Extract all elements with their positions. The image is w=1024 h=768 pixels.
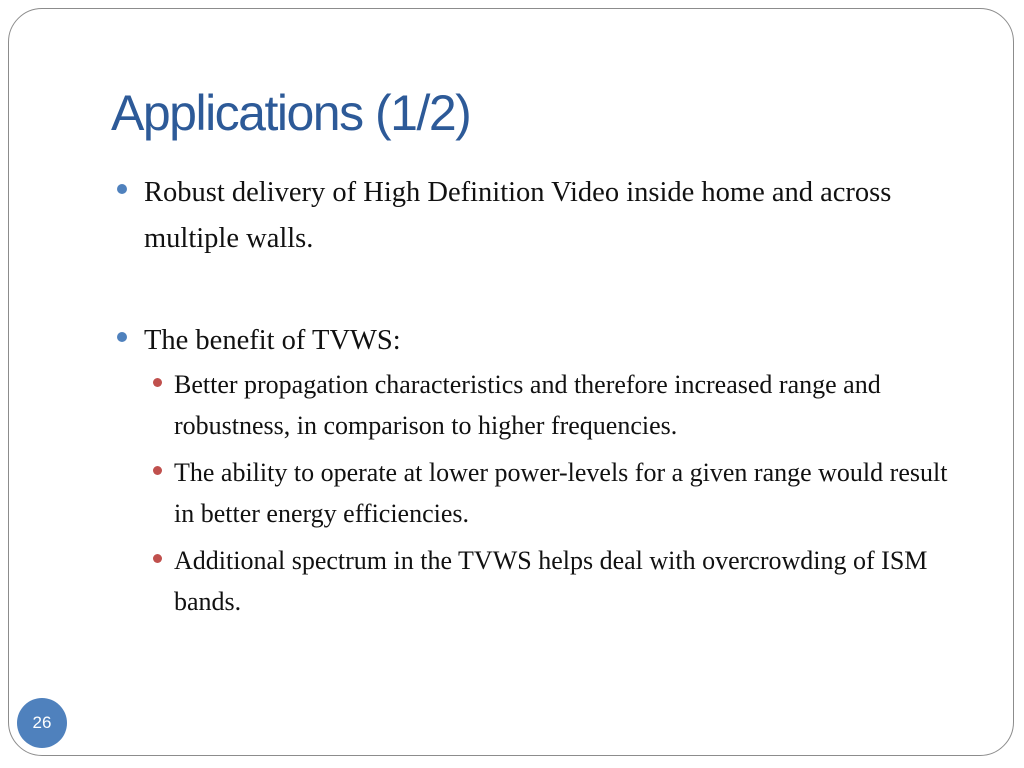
sub-bullet-dot-icon (153, 466, 162, 475)
bullet-item (112, 318, 972, 364)
sub-bullet-text: Additional spectrum in the TVWS helps deal with overcrowding of ISM bands. (174, 546, 928, 616)
bullet-dot-icon (117, 332, 127, 342)
bullet-dot-icon (117, 184, 127, 194)
slide-title: Applications (1/2) (111, 85, 471, 141)
sub-bullet-item (112, 540, 972, 622)
sub-bullet-item (112, 452, 972, 534)
sub-bullet-text: Better propagation characteristics and therefore increased range and robustness, in comparison to higher frequencies. (174, 370, 881, 440)
bullet-item (112, 170, 972, 262)
sub-bullet-item (112, 364, 972, 446)
bullet-text: The benefit of TVWS: (144, 325, 401, 356)
sub-bullet-dot-icon (153, 378, 162, 387)
slide-body (112, 170, 972, 628)
sub-bullet-list (112, 364, 972, 622)
bullet-text: Robust delivery of High Definition Video inside home and across multiple walls. (144, 177, 892, 254)
page-number-badge: 26 (17, 698, 67, 748)
sub-bullet-dot-icon (153, 554, 162, 563)
sub-bullet-text: The ability to operate at lower power-levels for a given range would result in better energy efficiencies. (174, 458, 948, 528)
